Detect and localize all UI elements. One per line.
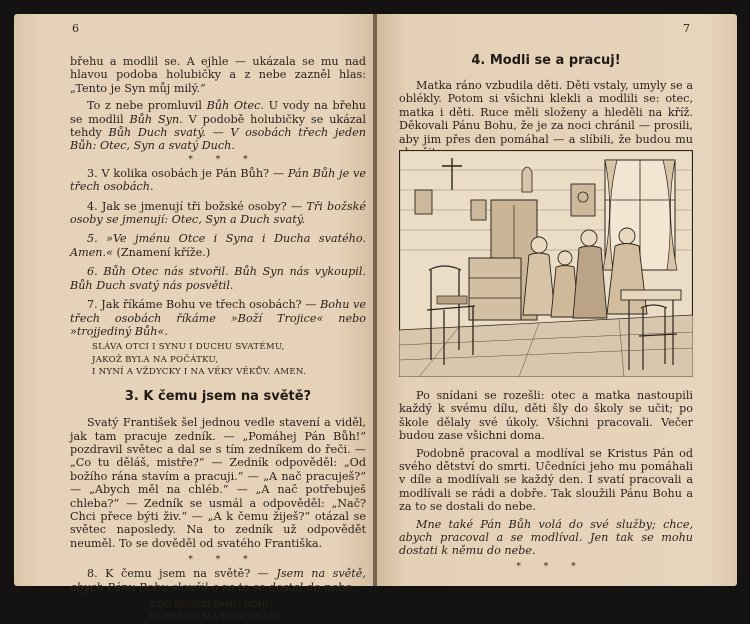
prayer-line: I NYNÍ A VŽDYCKY I NA VĚKY VĚKŮV. AMEN. xyxy=(92,366,307,377)
page-number-left: 6 xyxy=(72,22,79,35)
question-8: 8. K čemu jsem na světě? — Jsem na světě, abych Pánu Bohu sloužil a za to se dostal do nebe. xyxy=(70,567,366,594)
section-heading: 4. Modli se a pracuj! xyxy=(471,53,621,68)
question-4: 4. Jak se jmenují tři božské osoby? — Tři božské osoby se jmenují: Otec, Syn a Duch svatý. xyxy=(70,199,366,227)
motto-line: KDO SLOUŽÍ PÁNU BOHU, xyxy=(150,600,276,611)
paragraph: To z nebe promluvil Bůh Otec. U vody na břehu se modlil Bůh Syn. V podobě holubičky se ukázal tehdy Bůh Duch svatý. — V osobách třech jeden Bůh: Otec, Syn a svatý Duch. xyxy=(70,99,367,153)
question-7: 7. Jak říkáme Bohu ve třech osobách? — Bohu ve třech osobách říkáme »Boží Trojice« nebo »trojjediný Bůh«. xyxy=(70,298,366,338)
story-paragraph: Svatý František šel jednou vedle stavení a viděl, jak tam pracuje zedník. — „Pomáhej Pán Bůh!“ pozdravil světec a dal se s tím zedníkem do řeči. — „Co tu děláš, mistře?“ — Zedník odpověděl: „Od božího rána stavím a pracuji.“ — „A nač pracuješ?“ — „Abych měl na chléb.“ — „A nač potřebuješ chleba?“ — Zedník se usmál a odpověděl: „Nač? Chci přece býti živ.“ — „A k čemu žiješ?“ otázal se světec naposledy. Na to zedník už odpovědět neuměl. To se dověděl od svatého Františka. xyxy=(70,416,366,550)
prayer-gloria xyxy=(70,341,366,378)
paragraph: Matka ráno vzbudila děti. Děti vstaly, umyly se a oblékly. Potom si všichni klekli a modlili se: otec, matka i děti. Ruce měli složeny a hleděli na kříž. Děkovali Pánu Bohu, že je za noci chránil — prosili, aby jim přes den pomáhal — a slíbili, že budou mu xyxy=(399,79,693,146)
prayer-line: JAKOŽ BYLA NA POČÁTKU, xyxy=(92,354,219,365)
right-page-bottom xyxy=(399,389,693,574)
question-5: 5. »Ve jménu Otce i Syna i Ducha svatého. Amen.« (Znamení kříže.) xyxy=(70,232,366,259)
page-number-right: 7 xyxy=(683,22,690,35)
left-page-text xyxy=(70,55,366,624)
family-prayer-illustration xyxy=(399,150,693,377)
motto-line: DOBRÉHO MÁ HOSPODÁŘE. xyxy=(150,612,286,623)
motto xyxy=(70,599,366,624)
section-heading: 3. K čemu jsem na světě? xyxy=(124,389,312,405)
paragraph: Po snídani se rozešli: otec a matka nastoupili každý k svému dílu, děti šly do školy se učit; po škole dělaly své úkoly. Všichni pracovali. Večer budou zase všichni doma. xyxy=(399,389,693,443)
right-page-top xyxy=(399,52,693,159)
section-stars: * * * xyxy=(188,154,258,165)
paragraph: Podobně pracoval a modlíval se Kristus Pán od svého dětství do smrti. Učedníci jeho mu pomáhali v díle a modlívali se každý den. I svatí pracovali a modlívali se rádi a dobře. Tak sloužili Pánu Bohu a za to se dostali do nebe. xyxy=(399,446,693,514)
question-6: 6. Bůh Otec nás stvořil. Bůh Syn nás vykoupil. Bůh Duch svatý nás posvětil. xyxy=(70,265,366,292)
paragraph: Mne také Pán Bůh volá do své služby; chce, abych pracoval a se modlíval. Jen tak se mohu dostati k němu do nebe. xyxy=(399,517,693,558)
section-stars: * * * xyxy=(516,561,586,572)
section-stars: * * * xyxy=(188,555,258,566)
question-3: 3. V kolika osobách je Pán Bůh? — Pán Bůh je ve třech osobách. xyxy=(70,166,366,194)
paragraph: břehu a modlil se. A ejhle — ukázala se mu nad hlavou podoba holubičky a z nebe zazněl hlas: „Tento je Syn můj milý.“ xyxy=(70,55,366,95)
picture-frame-icon xyxy=(415,190,432,214)
prayer-line: SLÁVA OTCI I SYNU I DUCHU SVATÉMU, xyxy=(92,342,285,353)
